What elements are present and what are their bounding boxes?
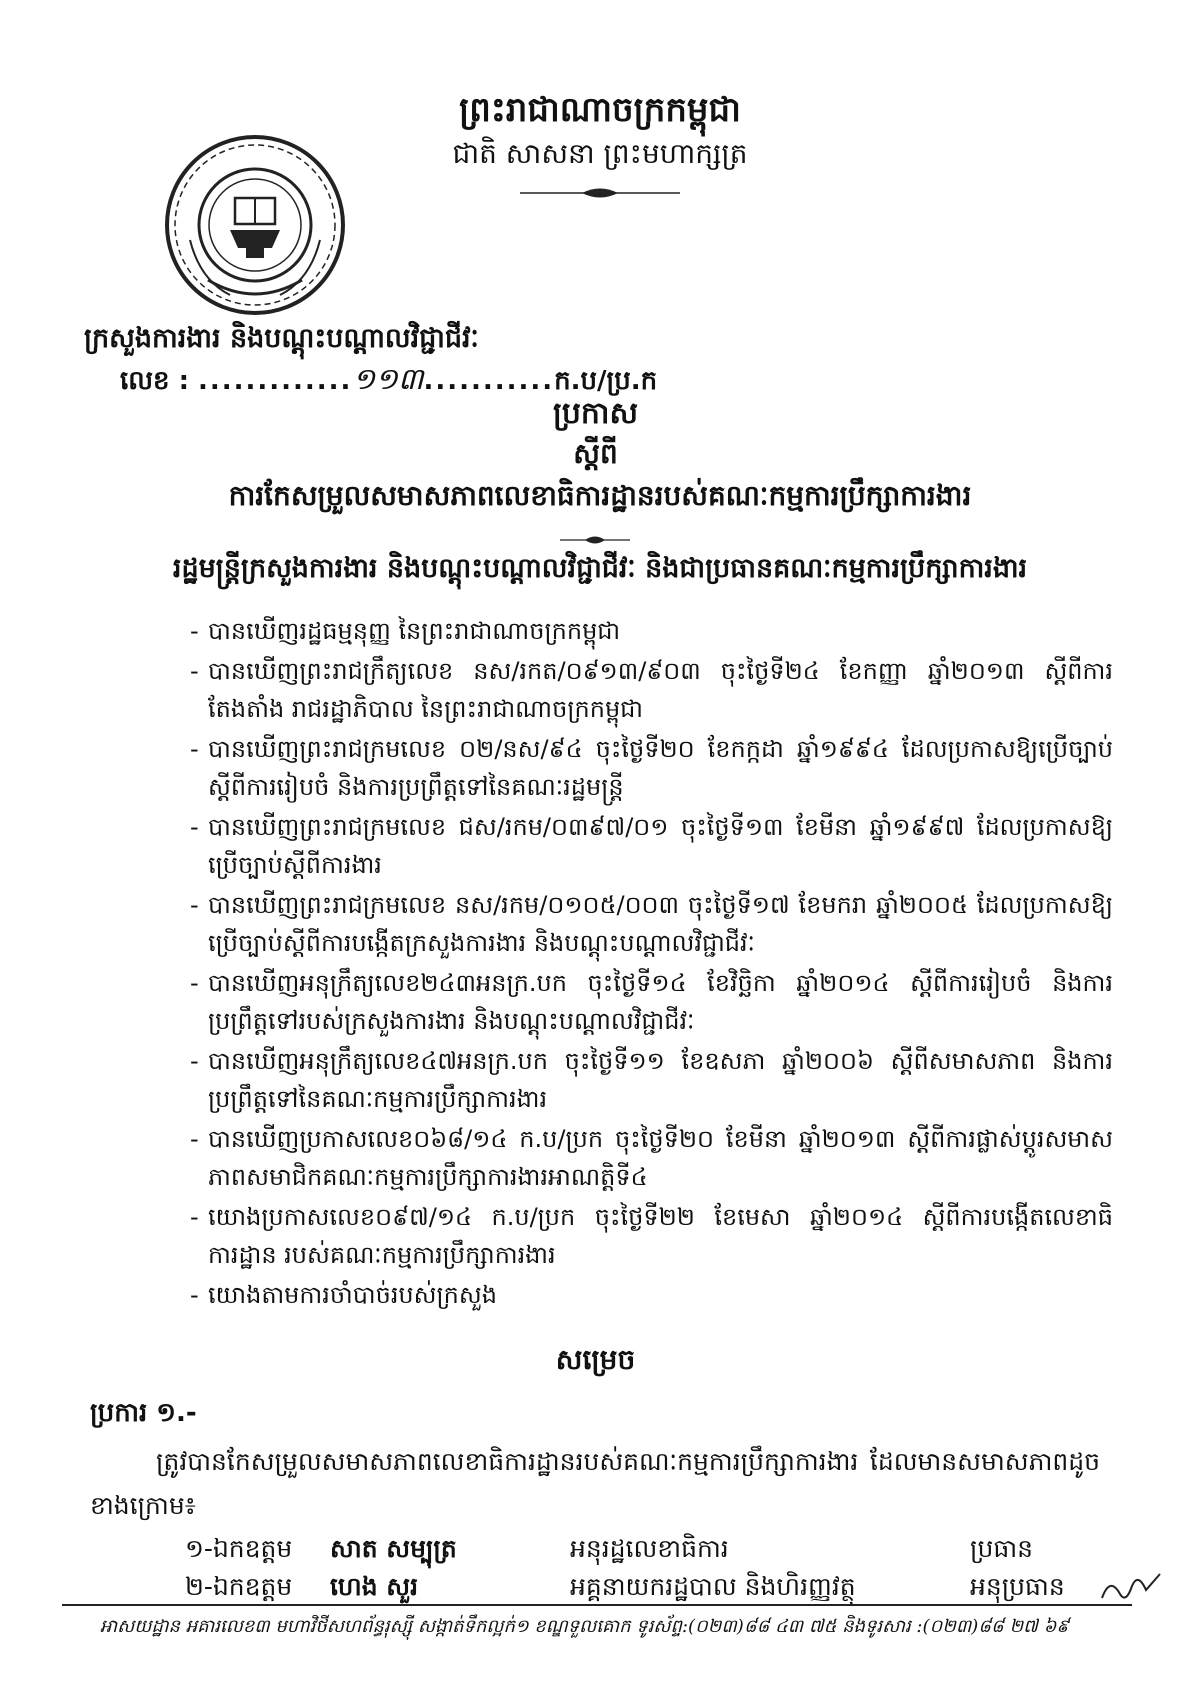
member-position: អនុរដ្ឋលេខាធិការ (570, 1534, 729, 1563)
footer-address: អាសយដ្ឋាន អគារលេខ៣ មហាវិថីសហព័ន្ធរុស្ស៊ី សង្កាត់ទឹកល្អក់១ ខណ្ឌទួលគោក ទូរស័ព្ទ:(០២៣)៨៨ ៤៣ ៧៥ និងទូរសារ :(០២៣)៨៨ ២៧ ៦៩ (100, 1616, 1070, 1637)
national-motto: ជាតិ សាសនា ព្រះមហាក្សត្រ (452, 137, 748, 170)
footer-divider (62, 1604, 1132, 1606)
member-role: អនុប្រធាន (970, 1572, 1065, 1601)
ornament-divider-icon (520, 186, 680, 200)
member-title: ១-ឯកឧត្តម (185, 1534, 293, 1563)
consideration-item: - យោងតាមការចាំបាច់របស់ក្រសួង (208, 1276, 1113, 1314)
document-subject: ការកែសម្រួលសមាសភាពលេខាធិការដ្ឋានរបស់គណៈកម្មការប្រឹក្សាការងារ (228, 479, 972, 512)
about-label: ស្តីពី (573, 437, 618, 470)
consideration-item: - យោងប្រកាសលេខ០៩៧/១៤ ក.ប/ប្រក ចុះថ្ងៃទី២២ ខែមេសា ឆ្នាំ២០១៤ ស្តីពីការបង្កើតលេខាធិការដ្ឋាន របស់គណៈកម្មការប្រឹក្សាការងារ (208, 1198, 1113, 1274)
member-position: អគ្គនាយករដ្ឋបាល និងហិរញ្ញវត្ថុ (570, 1572, 856, 1601)
member-name: ហេង សួរ (330, 1572, 419, 1601)
ministry-seal-icon (160, 130, 350, 320)
consideration-item: - បានឃើញព្រះរាជក្រមលេខ នស/រកម/០១០៥/០០៣ ចុះថ្ងៃទី១៧ ខែមករា ឆ្នាំ២០០៥ ដែលប្រកាសឱ្យប្រើច្បាប់ស្តីពីការបង្កើតក្រសួងការងារ និងបណ្តុះបណ្តាលវិជ្ជាជីវៈ (208, 886, 1113, 962)
consideration-item: - បានឃើញអនុក្រឹត្យលេខ២៤៣អនក្រ.បក ចុះថ្ងៃទី១៤ ខែវិច្ឆិកា ឆ្នាំ២០១៤ ស្តីពីការរៀបចំ និងការ ប្រព្រឹត្តទៅរបស់ក្រសួងការងារ និងបណ្តុះបណ្តាលវិជ្ជាជីវៈ (208, 964, 1113, 1040)
considerations-list (208, 612, 1113, 1316)
consideration-item: - បានឃើញប្រកាសលេខ០៦៨/១៤ ក.ប/ប្រក ចុះថ្ងៃទី២០ ខែមីនា ឆ្នាំ២០១៣ ស្តីពីការផ្លាស់ប្តូរសមាសភាពសមាជិកគណៈកម្មការប្រឹក្សាការងារអាណត្តិទី៤ (208, 1120, 1113, 1196)
consideration-item: - បានឃើញព្រះរាជក្រមលេខ ០២/នស/៩៤ ចុះថ្ងៃទី២០ ខែកក្កដា ឆ្នាំ១៩៩៤ ដែលប្រកាសឱ្យប្រើច្បាប់ស្តីពីការរៀបចំ និងការប្រព្រឹត្តទៅនៃគណៈរដ្ឋមន្ត្រី (208, 730, 1113, 806)
consideration-item: - បានឃើញព្រះរាជក្រមលេខ ជស/រកម/០៣៩៧/០១ ចុះថ្ងៃទី១៣ ខែមីនា ឆ្នាំ១៩៩៧ ដែលប្រកាសឱ្យ ប្រើច្បាប់ស្តីពីការងារ (208, 808, 1113, 884)
kingdom-heading: ព្រះរាជាណាចក្រកម្ពុជា (459, 90, 741, 130)
consideration-item: - បានឃើញព្រះរាជក្រឹត្យលេខ នស/រកត/០៩១៣/៩០៣ ចុះថ្ងៃទី២៤ ខែកញ្ញា ឆ្នាំ២០១៣ ស្តីពីការតែងតាំង រាជរដ្ឋាភិបាល នៃព្រះរាជាណាចក្រកម្ពុជា (208, 652, 1113, 728)
member-row (185, 1534, 1085, 1574)
member-title: ២-ឯកឧត្តម (185, 1572, 293, 1601)
consideration-item: - បានឃើញរដ្ឋធម្មនុញ្ញ នៃព្រះរាជាណាចក្រកម្ពុជា (208, 612, 1113, 650)
member-role: ប្រធាន (970, 1534, 1033, 1563)
minister-line: រដ្ឋមន្ត្រីក្រសួងការងារ និងបណ្តុះបណ្តាលវិជ្ជាជីវៈ និងជាប្រធានគណៈកម្មការប្រឹក្សាការងារ (172, 553, 1028, 584)
member-name: សាត សម្បុត្រ (330, 1534, 457, 1563)
handwritten-initials-icon (1096, 1568, 1166, 1608)
decision-heading: សម្រេច (555, 1343, 636, 1376)
article-text: ត្រូវបានកែសម្រួលសមាសភាពលេខាធិការដ្ឋានរបស់គណៈកម្មការប្រឹក្សាការងារ ដែលមានសមាសភាពដូចខាងក្រោម៖ (90, 1447, 1100, 1520)
document-type: ប្រកាស (552, 396, 639, 431)
document-number: លេខ : .............១១៣...........ក.ប/ប្រ.ក (120, 362, 658, 397)
consideration-item: - បានឃើញអនុក្រឹត្យលេខ៤៧អនក្រ.បក ចុះថ្ងៃទី១១ ខែឧសភា ឆ្នាំ២០០៦ ស្តីពីសមាសភាព និងការប្រព្រឹត្តទៅនៃគណៈកម្មការប្រឹក្សាការងារ (208, 1042, 1113, 1118)
member-row (185, 1572, 1085, 1612)
small-ornament-icon (560, 534, 630, 546)
ministry-name: ក្រសួងការងារ និងបណ្តុះបណ្តាលវិជ្ជាជីវៈ (84, 323, 479, 354)
article-label: ប្រការ ១.- (90, 1398, 197, 1428)
number-value: ១១៣ (352, 362, 424, 397)
number-suffix: ក.ប/ប្រ.ក (554, 366, 658, 396)
number-label: លេខ : (120, 366, 189, 396)
